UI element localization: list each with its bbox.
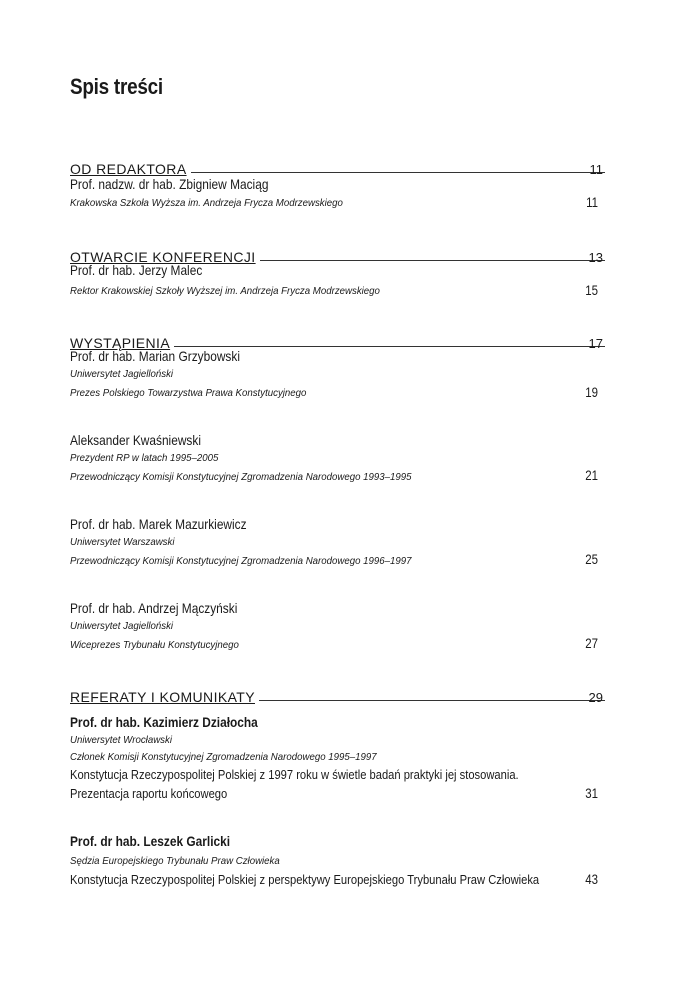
section-label: OD REDAKTORA [70,161,191,177]
entry-affiliation: Krakowska Szkoła Wyższa im. Andrzeja Frycza Modrzewskiego [70,197,343,209]
page-title: Spis treści [70,74,163,99]
entry-affiliation: Członek Komisji Konstytucyjnej Zgromadzenia Narodowego 1995–1997 [70,751,377,763]
entry-author: Aleksander Kwaśniewski [70,432,201,448]
section-page-number: 11 [589,162,603,177]
section-label: REFERATY I KOMUNIKATY [70,689,259,705]
entry-affiliation: Uniwersytet Jagielloński [70,368,174,380]
entry-author: Prof. dr hab. Leszek Garlicki [70,833,231,849]
entry-affiliation: Prezes Polskiego Towarzystwa Prawa Konstytucyjnego [70,387,307,399]
entry-page-number: 15 [585,283,598,298]
entry-title: Prezentacja raportu końcowego [70,786,228,801]
entry-page-number: 21 [585,468,598,483]
entry-title: Konstytucja Rzeczypospolitej Polskiej z 1997 roku w świetle badań praktyki jej stosowania. [70,767,519,782]
entry-affiliation: Prezydent RP w latach 1995–2005 [70,452,219,464]
entry-affiliation: Przewodniczący Komisji Konstytucyjnej Zgromadzenia Narodowego 1993–1995 [70,471,412,483]
entry-author: Prof. dr hab. Jerzy Malec [70,262,203,278]
entry-page-number: 19 [585,385,598,400]
section-heading-referaty-i-komunikaty [70,684,605,705]
section-heading-otwarcie-konferencji [70,244,605,265]
entry-author: Prof. dr hab. Marian Grzybowski [70,348,240,364]
section-heading-od-redaktora [70,156,605,177]
section-page-number: 29 [588,690,603,705]
entry-affiliation: Uniwersytet Wrocławski [70,734,172,746]
section-label: WYSTĄPIENIA [70,335,174,351]
entry-page-number: 25 [585,552,598,567]
entry-page-number: 27 [585,636,598,651]
entry-author: Prof. dr hab. Marek Mazurkiewicz [70,516,247,532]
entry-affiliation: Sędzia Europejskiego Trybunału Praw Człowieka [70,855,280,867]
section-page-number: 13 [588,250,603,265]
entry-page-number: 11 [586,195,598,210]
entry-affiliation: Przewodniczący Komisji Konstytucyjnej Zgromadzenia Narodowego 1996–1997 [70,555,412,567]
entry-title: Konstytucja Rzeczypospolitej Polskiej z perspektywy Europejskiego Trybunału Praw Człowieka [70,872,540,887]
entry-page-number: 31 [585,786,598,801]
entry-page-number: 43 [585,872,598,887]
section-heading-wystapienia [70,330,605,351]
entry-author: Prof. nadzw. dr hab. Zbigniew Maciąg [70,176,269,192]
entry-affiliation: Uniwersytet Warszawski [70,536,175,548]
entry-author: Prof. dr hab. Andrzej Mączyński [70,600,238,616]
entry-affiliation: Rektor Krakowskiej Szkoły Wyższej im. Andrzeja Frycza Modrzewskiego [70,285,380,297]
entry-affiliation: Wiceprezes Trybunału Konstytucyjnego [70,639,239,651]
section-label: OTWARCIE KONFERENCJI [70,249,260,265]
section-page-number: 17 [588,336,603,351]
entry-affiliation: Uniwersytet Jagielloński [70,620,174,632]
entry-author: Prof. dr hab. Kazimierz Działocha [70,714,258,730]
